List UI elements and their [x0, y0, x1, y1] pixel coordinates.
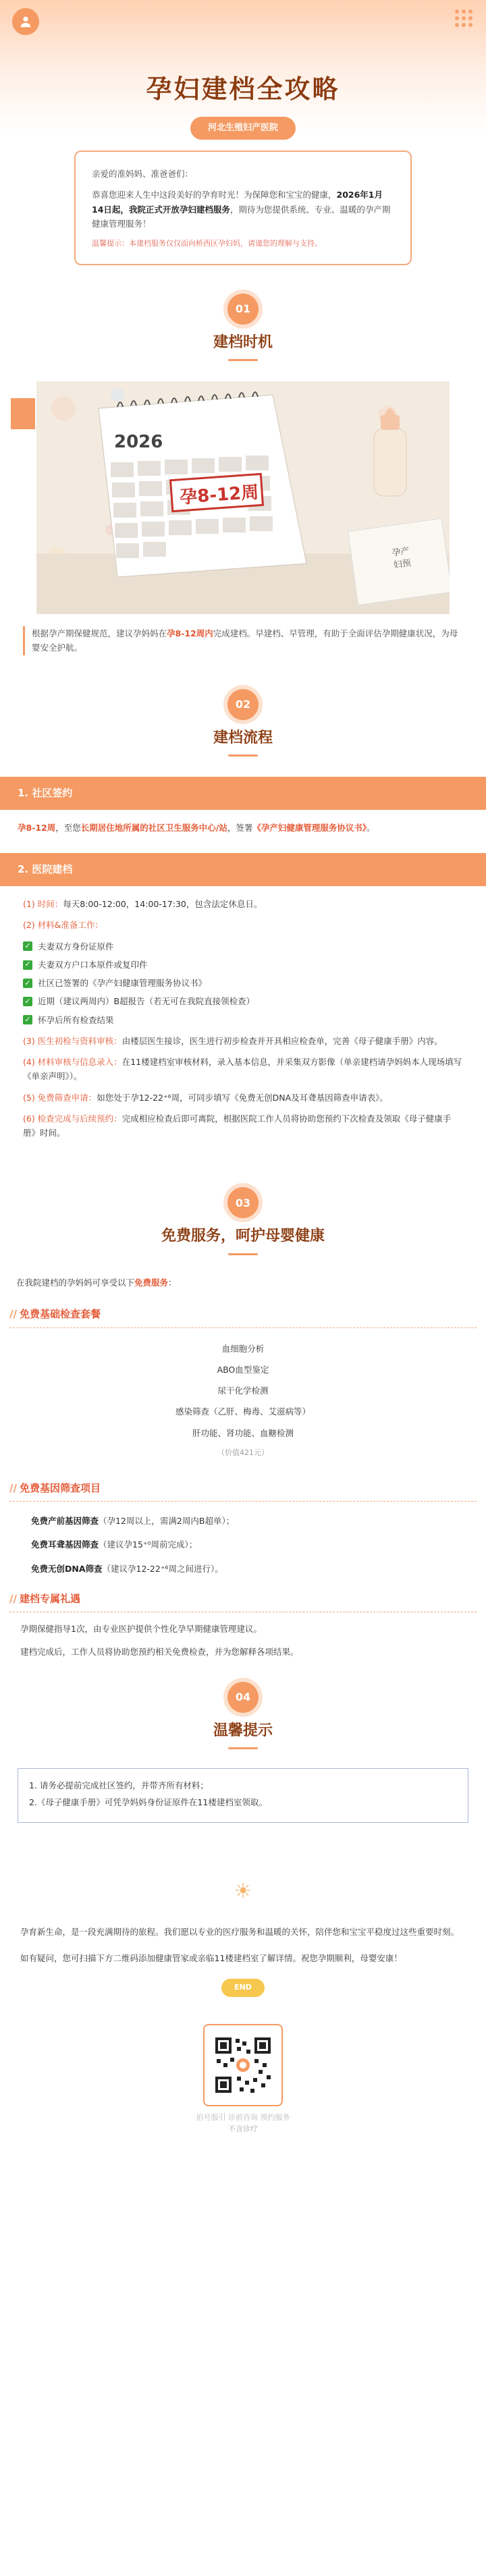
checklist-item: ✓ 近期（建议两周内）B超报告（若无可在我院直接领检查） — [23, 994, 463, 1008]
check-icon: ✓ — [23, 997, 32, 1006]
svg-text:2026: 2026 — [114, 432, 163, 453]
checklist-item: ✓ 夫妻双方身份证原件 — [23, 939, 463, 954]
svg-text:妇预: 妇预 — [393, 558, 412, 571]
footer: 拍号服引 诊前咨询 预约服务 不含诊疗 — [196, 2112, 290, 2134]
user-icon — [12, 8, 39, 35]
basic-check-list — [0, 1342, 486, 1460]
section-title-1: 建档时机 — [0, 330, 486, 361]
section-title-4: 温馨提示 — [0, 1718, 486, 1749]
dots-decoration-icon — [455, 9, 473, 27]
gene-screening-item: 免费耳聋基因筛查（建议孕15⁺⁰周前完成）； — [31, 1539, 198, 1550]
basic-check-item: 肝功能、肾功能、血糖检测 — [192, 1427, 294, 1438]
calendar-photo — [36, 381, 450, 614]
section-number-1: 01 — [0, 294, 486, 325]
head-gift: // 建档专属礼遇 — [9, 1591, 477, 1613]
step-doctor: (3) 医生初检与资料审核：由楼层医生接诊，医生进行初步检查并开具相应检查单，完善《母子健康手册》内容。 — [23, 1035, 443, 1046]
gift-text: 孕期保健指导1次，由专业医护提供个性化孕早期健康管理建议。 建档完成后，工作人员将协助您预约相关免费检查，并为您解释各项结果。 — [20, 1624, 299, 1657]
checklist-item: ✓ 怀孕后所有检查结果 — [23, 1013, 463, 1027]
tips-box — [18, 1768, 468, 1823]
timing-text: 根据孕产期保健规范，建议孕妈妈在孕8-12周内完成建档。早建档、早管理，有助于全面评估孕期健康状况，为母婴安全护航。 — [23, 626, 463, 655]
greeting: 亲爱的准妈妈、准爸爸们： — [92, 169, 194, 179]
check-icon: ✓ — [23, 960, 32, 970]
step-bar-hospital: 2. 医院建档 — [0, 853, 486, 887]
sun-icon: ☀ — [234, 1879, 252, 1903]
hospital-name-badge: 河北生殖妇产医院 — [190, 117, 296, 140]
materials-checklist — [23, 939, 463, 1027]
intro-card — [74, 150, 412, 265]
closing-text: 孕育新生命，是一段充满期待的旅程。我们愿以专业的医疗服务和温暖的关怀，陪伴您和宝宝平稳度过这些重要时刻。 如有疑问，您可扫描下方二维码添加健康管家或亲临11楼建档室了解详情。祝您孕期顺利，母婴安康！ — [20, 1926, 460, 1963]
hero-header — [0, 0, 486, 132]
basic-check-item: 尿干化学检测 — [217, 1386, 269, 1396]
head-gene-screening: // 免费基因筛查项目 — [9, 1480, 477, 1502]
tip-item: 1. 请务必提前完成社区签约，并带齐所有材料； — [29, 1780, 209, 1791]
intro-hint: 温馨提示：本建档服务仅仅面向桥西区孕妇妈，请谨您的理解与支持。 — [92, 239, 322, 248]
basic-check-item: 感染筛查（乙肝、梅毒、艾滋病等） — [175, 1406, 310, 1417]
gene-screening-list — [31, 1514, 455, 1576]
intro-paragraph: 恭喜您迎来人生中这段美好的孕育时光！为保障您和宝宝的健康，2026年1月14日起，我院正式开放孕妇建档服务，期待为您提供系统、专业、温暖的孕产期健康管理服务！ — [92, 190, 391, 229]
free-services-intro: 在我院建档的孕妈妈可享受以下免费服务： — [16, 1277, 177, 1288]
check-icon: ✓ — [23, 941, 32, 951]
svg-text:孕产: 孕产 — [391, 546, 410, 559]
hospital-steps — [23, 897, 463, 1140]
step-review: (4) 材料审核与信息录入：在11楼建档室审核材料，录入基本信息，并采集双方影像（单亲建档请孕妈妈本人现场填写《单亲声明》）。 — [23, 1057, 462, 1082]
tip-item: 2.《母子健康手册》可凭孕妈妈身份证原件在11楼建档室领取。 — [29, 1797, 267, 1808]
community-text: 孕8-12周，至您长期居住地所属的社区卫生服务中心/站，签署《孕产妇健康管理服务协议书》。 — [18, 823, 375, 833]
section-number-2: 02 — [0, 689, 486, 720]
section-title-2: 建档流程 — [0, 725, 486, 757]
step-bar-community: 1. 社区签约 — [0, 777, 486, 811]
check-icon: ✓ — [23, 1015, 32, 1024]
gene-screening-item: 免费无创DNA筛查（建议孕12-22⁺⁶周之间进行）。 — [31, 1563, 223, 1574]
step-materials: (2) 材料&准备工作： — [23, 920, 103, 931]
checklist-item: ✓ 社区已签署的《孕产妇健康管理服务协议书》 — [23, 976, 463, 990]
calendar-photo-wrap — [36, 381, 450, 614]
page-title: 孕妇建档全攻略 — [146, 74, 340, 104]
svg-text:孕8-12周: 孕8-12周 — [179, 482, 260, 508]
qr-code[interactable] — [203, 2024, 283, 2106]
basic-check-price: （价值421元） — [217, 1448, 269, 1457]
basic-check-item: 血细胞分析 — [221, 1343, 265, 1354]
end-badge: END — [221, 1979, 265, 1997]
step-screening: (5) 免费筛查申请：如您处于孕12-22⁺⁶周，可同步填写《免费无创DNA及耳聋基因筛查申请表》。 — [23, 1092, 388, 1103]
accent-block — [11, 398, 35, 429]
section-title-3: 免费服务，呵护母婴健康 — [0, 1224, 486, 1255]
section-number-3: 03 — [0, 1187, 486, 1218]
step-time: (1) 时间：每天8:00-12:00，14:00-17:30，包含法定休息日。 — [23, 899, 263, 910]
checklist-item: ✓ 夫妻双方户口本原件或复印件 — [23, 958, 463, 972]
gene-screening-item: 免费产前基因筛查（孕12周以上，需满2周内B超单）； — [31, 1516, 235, 1527]
head-basic-checks: // 免费基础检查套餐 — [9, 1306, 477, 1328]
check-icon: ✓ — [23, 979, 32, 988]
step-followup: (6) 检查完成与后续预约：完成相应检查后即可离院，根据医院工作人员将协助您预约下次检查及领取《母子健康手册》时间。 — [23, 1113, 452, 1139]
section-number-4: 04 — [0, 1682, 486, 1713]
basic-check-item: ABO血型鉴定 — [217, 1364, 269, 1375]
